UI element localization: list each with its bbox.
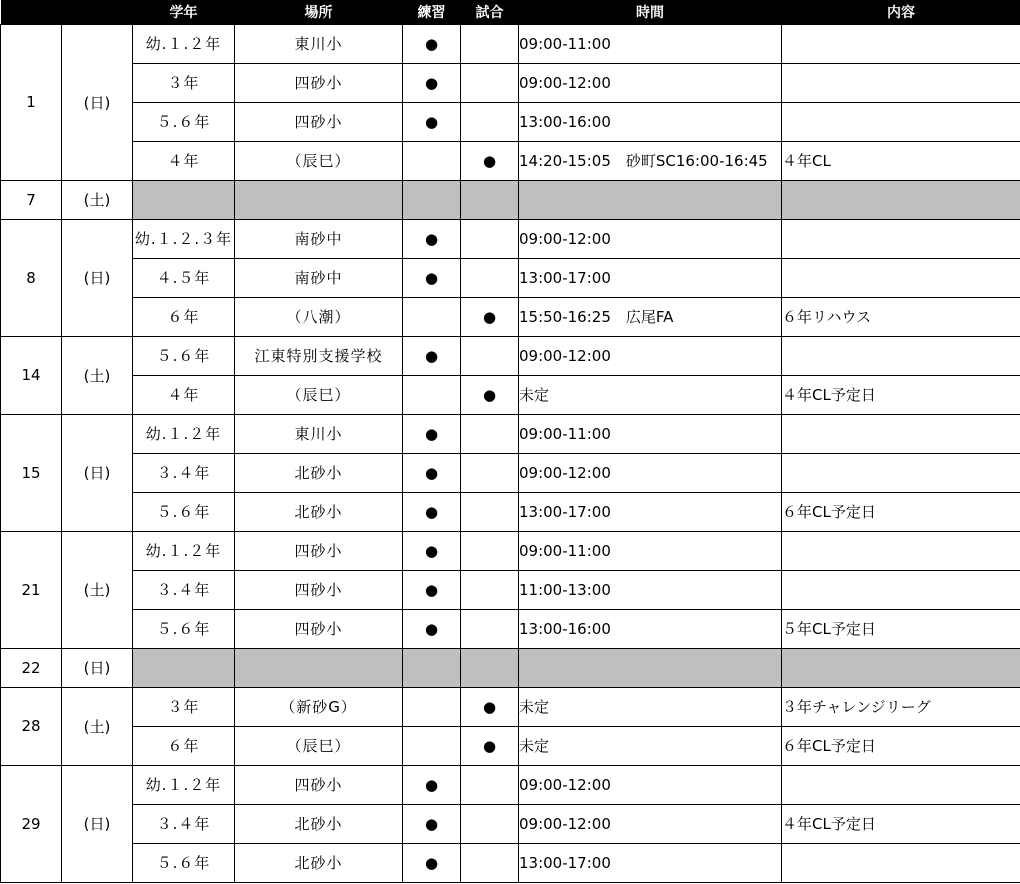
table-row [1,180,1020,219]
day-number-cell: 14 [1,336,62,414]
match-cell [461,414,519,453]
table-row [1,258,1020,297]
practice-bullet-icon: ● [424,34,439,53]
time-cell: 09:00-12:00 [519,765,782,804]
content-cell [782,765,1020,804]
header-content: 内容 [782,0,1020,24]
grade-cell: ５.６年 [133,102,235,141]
content-cell: ６年リハウス [782,297,1020,336]
match-cell [461,687,519,726]
practice-cell [403,726,461,765]
day-number-cell: 1 [1,24,62,180]
header-match: 試合 [461,0,519,24]
header-grade: 学年 [133,0,235,24]
grade-cell: 幼.１.２年 [133,765,235,804]
content-cell: ５年CL予定日 [782,609,1020,648]
grade-cell: ３年 [133,63,235,102]
empty-content-cell [782,648,1020,687]
time-cell: 13:00-16:00 [519,609,782,648]
content-cell: ４年CL予定日 [782,804,1020,843]
match-bullet-icon: ● [482,307,497,326]
grade-cell: ３.４年 [133,804,235,843]
place-cell: 東川小 [235,414,403,453]
day-of-week-cell: (土) [62,687,133,765]
place-cell: 南砂中 [235,219,403,258]
time-cell: 09:00-12:00 [519,219,782,258]
day-of-week-cell: (土) [62,531,133,648]
time-cell: 未定 [519,687,782,726]
grade-cell: ５.６年 [133,336,235,375]
table-row [1,375,1020,414]
practice-cell [403,804,461,843]
empty-time-cell [519,180,782,219]
day-of-week-cell: (日) [62,414,133,531]
table-row [1,102,1020,141]
match-bullet-icon: ● [482,385,497,404]
match-cell [461,765,519,804]
content-cell [782,336,1020,375]
match-cell [461,570,519,609]
time-cell: 09:00-12:00 [519,63,782,102]
practice-bullet-icon: ● [424,853,439,872]
match-cell [461,804,519,843]
practice-cell [403,258,461,297]
day-of-week-cell: (日) [62,219,133,336]
practice-bullet-icon: ● [424,541,439,560]
grade-cell: ３.４年 [133,453,235,492]
table-row [1,219,1020,258]
time-cell: 09:00-12:00 [519,453,782,492]
practice-cell [403,141,461,180]
place-cell: 四砂小 [235,765,403,804]
practice-cell [403,609,461,648]
time-cell: 13:00-17:00 [519,258,782,297]
place-cell: 北砂小 [235,492,403,531]
table-row [1,492,1020,531]
practice-bullet-icon: ● [424,424,439,443]
practice-bullet-icon: ● [424,619,439,638]
table-row [1,141,1020,180]
practice-bullet-icon: ● [424,775,439,794]
time-cell: 15:50-16:25 広尾FA [519,297,782,336]
grade-cell: ５.６年 [133,492,235,531]
content-cell [782,24,1020,63]
practice-bullet-icon: ● [424,268,439,287]
time-cell: 09:00-11:00 [519,414,782,453]
table-row [1,687,1020,726]
grade-cell: ４年 [133,141,235,180]
match-cell [461,531,519,570]
day-of-week-cell: (土) [62,180,133,219]
grade-cell: ４.５年 [133,258,235,297]
content-cell [782,219,1020,258]
header-practice: 練習 [403,0,461,24]
place-cell: 北砂小 [235,804,403,843]
match-cell [461,219,519,258]
time-cell: 未定 [519,375,782,414]
table-row [1,648,1020,687]
match-cell [461,336,519,375]
time-cell: 未定 [519,726,782,765]
content-cell [782,570,1020,609]
place-cell: 北砂小 [235,453,403,492]
practice-cell [403,765,461,804]
header-row [1,0,1020,24]
empty-match-cell [461,180,519,219]
place-cell: （新砂G） [235,687,403,726]
empty-place-cell [235,648,403,687]
match-cell [461,609,519,648]
practice-cell [403,531,461,570]
day-number-cell: 29 [1,765,62,882]
place-cell: 東川小 [235,24,403,63]
time-cell: 11:00-13:00 [519,570,782,609]
grade-cell: ６年 [133,726,235,765]
match-cell [461,63,519,102]
place-cell: （辰巳） [235,375,403,414]
table-row [1,63,1020,102]
practice-cell [403,375,461,414]
empty-match-cell [461,648,519,687]
grade-cell: ４年 [133,375,235,414]
empty-content-cell [782,180,1020,219]
place-cell: 四砂小 [235,63,403,102]
table-body [1,24,1020,882]
table-row [1,843,1020,882]
empty-practice-cell [403,180,461,219]
grade-cell: ３年 [133,687,235,726]
time-cell: 09:00-11:00 [519,531,782,570]
day-of-week-cell: (日) [62,765,133,882]
table-row [1,24,1020,63]
match-bullet-icon: ● [482,697,497,716]
day-number-cell: 7 [1,180,62,219]
day-number-cell: 15 [1,414,62,531]
match-cell [461,102,519,141]
match-cell [461,297,519,336]
table-row [1,609,1020,648]
grade-cell: ６年 [133,297,235,336]
practice-cell [403,414,461,453]
table-row [1,453,1020,492]
grade-cell: 幼.１.２年 [133,531,235,570]
practice-cell [403,336,461,375]
day-number-cell: 21 [1,531,62,648]
table-row [1,765,1020,804]
grade-cell: ５.６年 [133,843,235,882]
practice-bullet-icon: ● [424,502,439,521]
time-cell: 09:00-11:00 [519,24,782,63]
practice-cell [403,219,461,258]
table-row [1,336,1020,375]
grade-cell: ３.４年 [133,570,235,609]
place-cell: 四砂小 [235,102,403,141]
time-cell: 14:20-15:05 砂町SC16:00-16:45 [519,141,782,180]
table-row [1,531,1020,570]
practice-cell [403,453,461,492]
grade-cell: ５.６年 [133,609,235,648]
time-cell: 09:00-12:00 [519,804,782,843]
content-cell [782,414,1020,453]
empty-grade-cell [133,648,235,687]
header-dow [62,0,133,24]
practice-bullet-icon: ● [424,346,439,365]
content-cell [782,258,1020,297]
place-cell: 南砂中 [235,258,403,297]
day-of-week-cell: (土) [62,336,133,414]
place-cell: （八潮） [235,297,403,336]
match-cell [461,453,519,492]
match-cell [461,492,519,531]
content-cell [782,531,1020,570]
practice-cell [403,843,461,882]
place-cell: 四砂小 [235,570,403,609]
match-cell [461,141,519,180]
table-row [1,570,1020,609]
practice-bullet-icon: ● [424,580,439,599]
content-cell [782,102,1020,141]
day-number-cell: 22 [1,648,62,687]
day-number-cell: 28 [1,687,62,765]
place-cell: 江東特別支援学校 [235,336,403,375]
grade-cell: 幼.１.２年 [133,24,235,63]
practice-cell [403,102,461,141]
content-cell [782,843,1020,882]
practice-bullet-icon: ● [424,73,439,92]
practice-cell [403,297,461,336]
time-cell: 09:00-12:00 [519,336,782,375]
empty-practice-cell [403,648,461,687]
day-number-cell: 8 [1,219,62,336]
content-cell: ６年CL予定日 [782,726,1020,765]
content-cell: ４年CL予定日 [782,375,1020,414]
header-place: 場所 [235,0,403,24]
table-row [1,414,1020,453]
table-row [1,804,1020,843]
grade-cell: 幼.１.２年 [133,414,235,453]
match-bullet-icon: ● [482,736,497,755]
match-cell [461,258,519,297]
table-row [1,297,1020,336]
practice-cell [403,492,461,531]
practice-cell [403,24,461,63]
place-cell: 北砂小 [235,843,403,882]
place-cell: （辰巳） [235,141,403,180]
empty-place-cell [235,180,403,219]
header-time: 時間 [519,0,782,24]
day-of-week-cell: (日) [62,648,133,687]
place-cell: 四砂小 [235,609,403,648]
place-cell: （辰巳） [235,726,403,765]
content-cell: ４年CL [782,141,1020,180]
day-of-week-cell: (日) [62,24,133,180]
match-cell [461,375,519,414]
match-cell [461,726,519,765]
practice-cell [403,63,461,102]
practice-cell [403,570,461,609]
grade-cell: 幼.１.２.３年 [133,219,235,258]
match-bullet-icon: ● [482,151,497,170]
time-cell: 13:00-17:00 [519,492,782,531]
practice-bullet-icon: ● [424,463,439,482]
practice-bullet-icon: ● [424,112,439,131]
content-cell [782,63,1020,102]
empty-grade-cell [133,180,235,219]
content-cell: ３年チャレンジリーグ [782,687,1020,726]
place-cell: 四砂小 [235,531,403,570]
match-cell [461,24,519,63]
content-cell [782,453,1020,492]
practice-cell [403,687,461,726]
table-row [1,726,1020,765]
practice-bullet-icon: ● [424,814,439,833]
content-cell: ６年CL予定日 [782,492,1020,531]
practice-bullet-icon: ● [424,229,439,248]
header-day [1,0,62,24]
empty-time-cell [519,648,782,687]
table-header [1,0,1020,24]
time-cell: 13:00-17:00 [519,843,782,882]
time-cell: 13:00-16:00 [519,102,782,141]
match-cell [461,843,519,882]
